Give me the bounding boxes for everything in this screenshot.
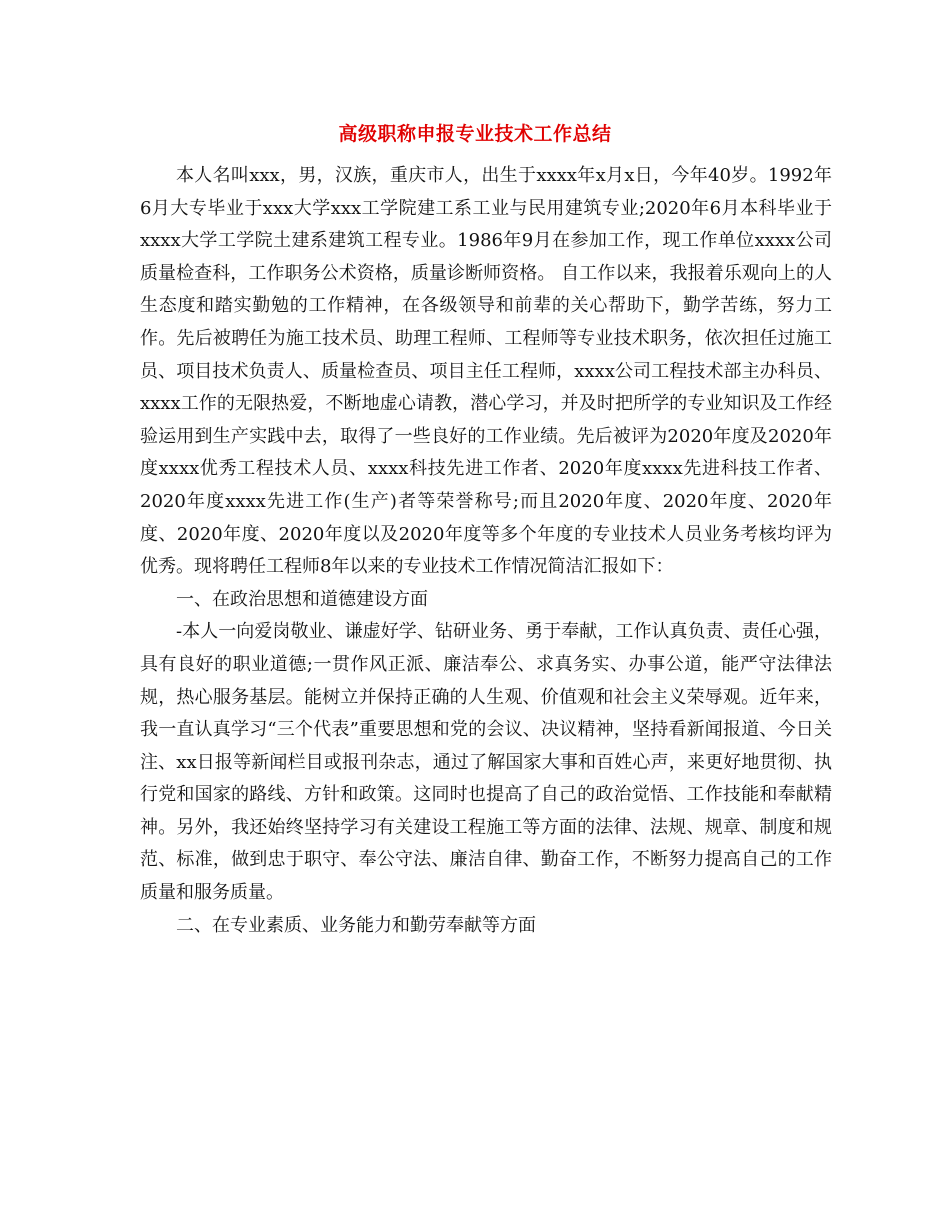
- paragraph-intro: 本人名叫xxx，男，汉族，重庆市人，出生于xxxx年x月x日，今年40岁。1992年6月大专毕业于xxx大学xxx工学院建工系工业与民用建筑专业;2020年6月本科毕业于xxxx大学工学院土建系建筑工程专业。1986年9月在参加工作，现工作单位xxxx公司质量检查科，工作职务公术资格，质量诊断师资格。 自工作以来，我报着乐观向上的人生态度和踏实勤勉的工作精神，在各级领导和前辈的关心帮助下，勤学苦练，努力工作。先后被聘任为施工技术员、助理工程师、工程师等专业技术职务，依次担任过施工员、项目技术负责人、质量检查员、项目主任工程师，xxxx公司工程技术部主办科员、xxxx工作的无限热爱，不断地虚心请教，潜心学习，并及时把所学的专业知识及工作经验运用到生产实践中去，取得了一些良好的工作业绩。先后被评为2020年度及2020年度xxxx优秀工程技术人员、xxxx科技先进工作者、2020年度xxxx先进科技工作者、2020年度xxxx先进工作(生产)者等荣誉称号;而且2020年度、2020年度、2020年度、2020年度、2020年度以及2020年度等多个年度的专业技术人员业务考核均评为优秀。现将聘任工程师8年以来的专业技术工作情况简洁汇报如下：: [140, 165, 832, 578]
- section-heading-professional: 二、在专业素质、业务能力和勤劳奉献等方面: [176, 914, 536, 936]
- section-heading-political: 一、在政治思想和道德建设方面: [176, 588, 428, 610]
- document-body: [140, 160, 832, 942]
- paragraph-political: -本人一向爱岗敬业、谦虚好学、钻研业务、勇于奉献，工作认真负责、责任心强，具有良好的职业道德;一贯作风正派、廉洁奉公、求真务实、办事公道，能严守法律法规，热心服务基层。能树立并保持正确的人生观、价值观和社会主义荣辱观。近年来，我一直认真学习“三个代表”重要思想和党的会议、决议精神，坚持看新闻报道、今日关注、xx日报等新闻栏目或报刊杂志，通过了解国家大事和百姓心声，来更好地贯彻、执行党和国家的路线、方针和政策。这同时也提高了自己的政治觉悟、工作技能和奉献精神。另外，我还始终坚持学习有关建设工程施工等方面的法律、法规、规章、制度和规范、标准，做到忠于职守、奉公守法、廉洁自律、勤奋工作，不断努力提高自己的工作质量和服务质量。: [140, 621, 832, 904]
- document-title: 高级职称申报专业技术工作总结: [338, 123, 612, 145]
